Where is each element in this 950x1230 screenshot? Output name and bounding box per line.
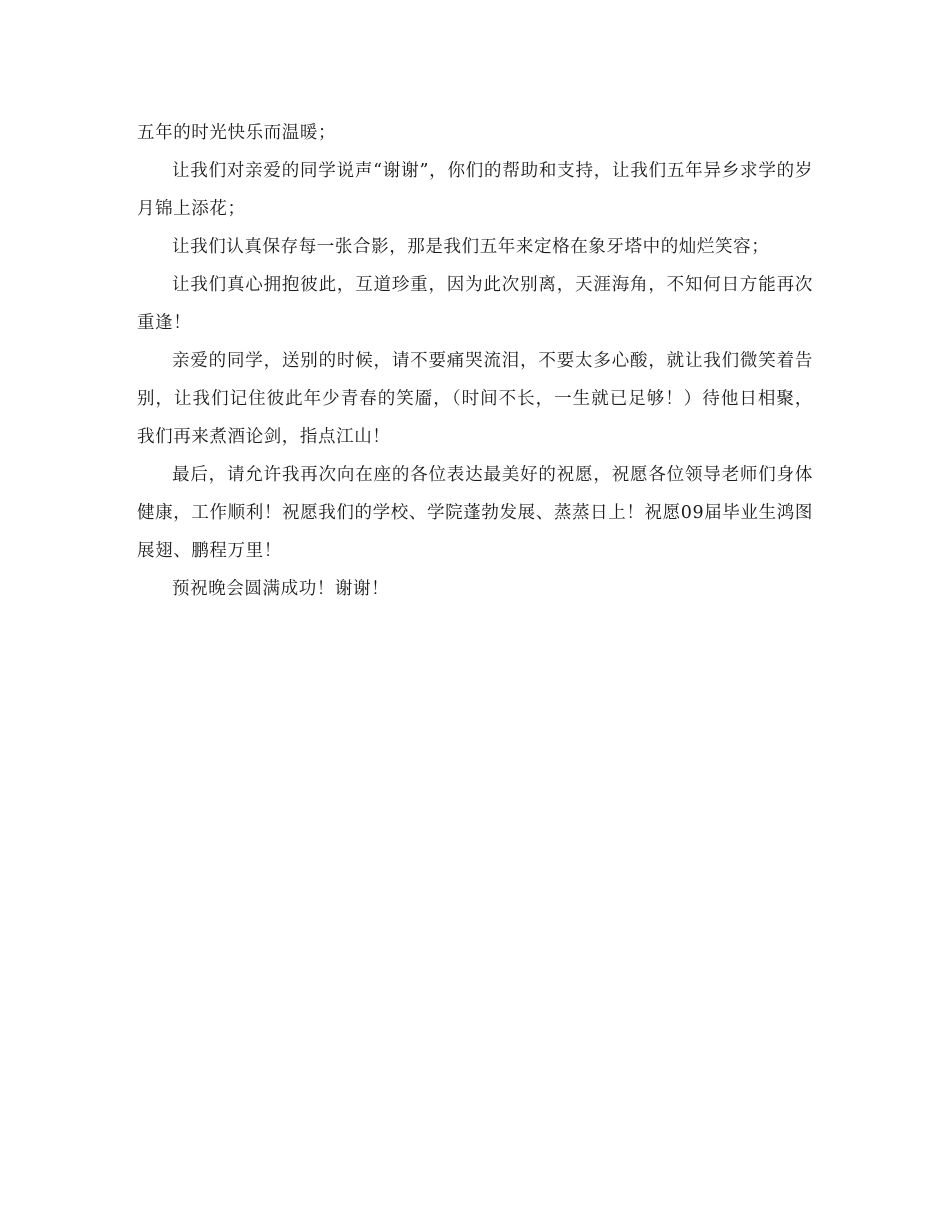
paragraph-6: 最后，请允许我再次向在座的各位表达最美好的祝愿，祝愿各位领导老师们身体健康，工作顺利！祝愿我们的学校、学院蓬勃发展、蒸蒸日上！祝愿09届毕业生鸿图展翅、鹏程万里！ (137, 465, 813, 561)
paragraph-5: 亲爱的同学，送别的时候，请不要痛哭流泪，不要太多心酸，就让我们微笑着告别，让我们记住彼此年少青春的笑靥，（时间不长，一生就已足够！）待他日相聚，我们再来煮酒论剑，指点江山！ (137, 351, 813, 447)
paragraph-2: 让我们对亲爱的同学说声“谢谢”，你们的帮助和支持，让我们五年异乡求学的岁月锦上添花； (137, 161, 813, 219)
paragraph-7: 预祝晚会圆满成功！谢谢！ (172, 579, 390, 599)
paragraph-4: 让我们真心拥抱彼此，互道珍重，因为此次别离，天涯海角，不知何日方能再次重逢！ (137, 275, 813, 333)
paragraph-3: 让我们认真保存每一张合影，那是我们五年来定格在象牙塔中的灿烂笑容； (172, 237, 770, 257)
document-body (137, 114, 813, 608)
paragraph-1: 五年的时光快乐而温暖； (137, 123, 337, 143)
